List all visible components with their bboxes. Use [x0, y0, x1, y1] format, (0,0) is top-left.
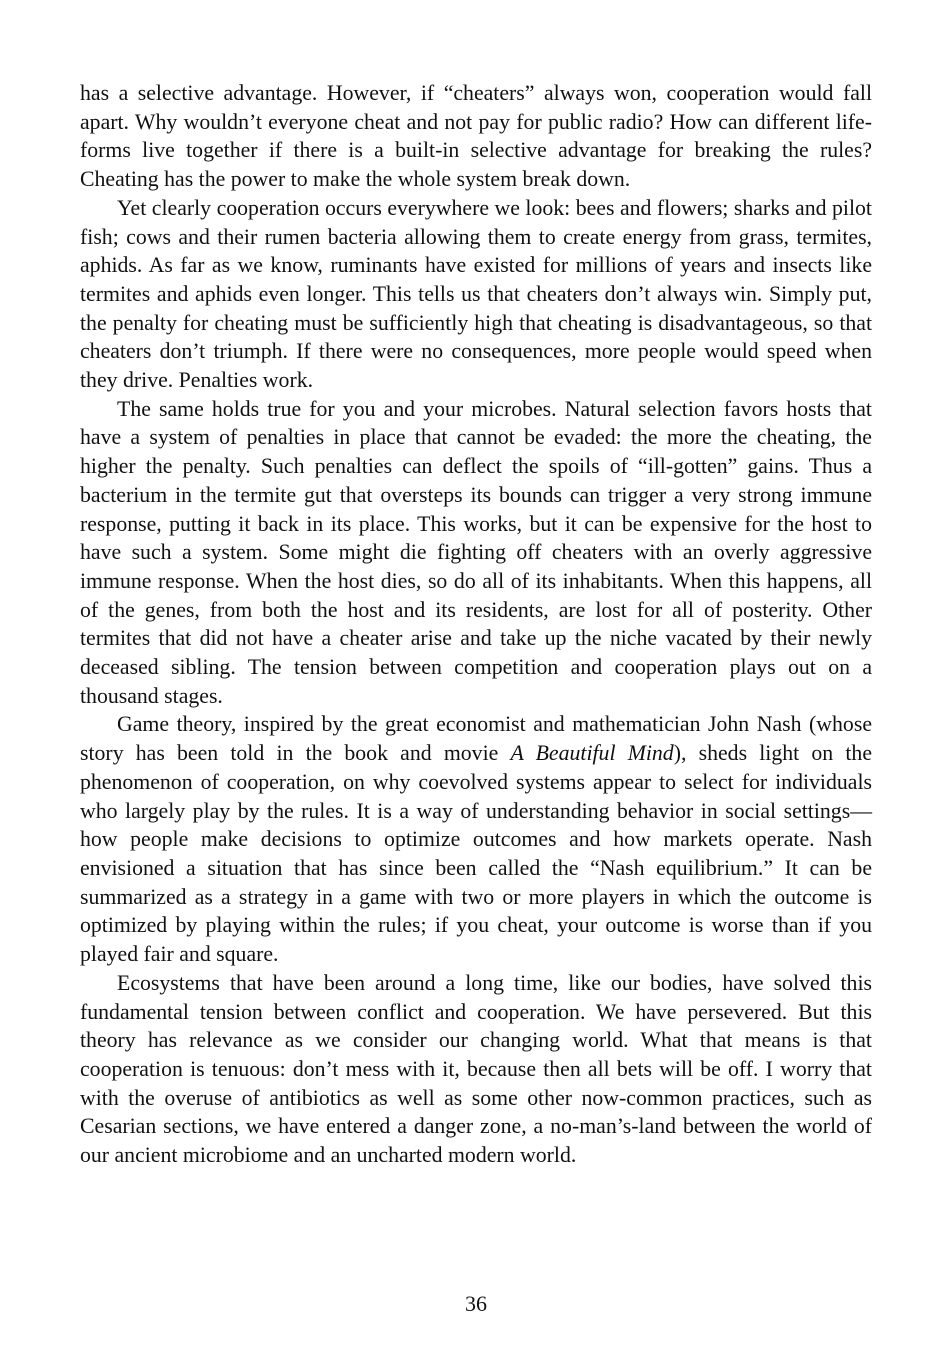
book-title: A Beautiful Mind [510, 741, 674, 766]
paragraph-text: Yet clearly cooperation occurs everywhere we look: bees and flowers; sharks and pilot fish; cows and their rumen bacteria allowing them to create energy from grass, termites, aphids. As far as we know, ruminants have existed for millions of years and insects like termites and aphids even longer. This tells us that cheaters don’t always win. Simply put, the penalty for cheating must be sufficiently high that cheating is disadvantageous, so that cheaters don’t triumph. If there were no consequences, more people would speed when they drive. Penalties work. [80, 195, 872, 393]
paragraph-1 [80, 79, 872, 194]
paragraph-text: ), sheds light on the phenomenon of cooperation, on why coevolved systems appear to select for individuals who largely play by the rules. It is a way of understanding behavior in social settings—how people make decisions to optimize outcomes and how markets operate. Nash envisioned a situation that has since been called the “Nash equilibrium.” It can be summarized as a strategy in a game with two or more players in which the outcome is optimized by playing within the rules; if you cheat, your outcome is worse than if you played fair and square. [80, 741, 872, 967]
paragraph-text: The same holds true for you and your microbes. Natural selection favors hosts that have a system of penalties in place that cannot be evaded: the more the cheating, the higher the penalty. Such penalties can deflect the spoils of “ill-gotten” gains. Thus a bacterium in the termite gut that oversteps its bounds can trigger a very strong immune response, putting it back in its place. This works, but it can be expensive for the host to have such a system. Some might die fighting off cheaters with an overly aggressive immune response. When the host dies, so do all of its inhabitants. When this happens, all of the genes, from both the host and its residents, are lost for all of posterity. Other termites that did not have a cheater arise and take up the niche vacated by their newly deceased sibling. The tension between competition and cooperation plays out on a thousand stages. [80, 396, 872, 708]
paragraph-4 [80, 710, 872, 968]
paragraph-text: Ecosystems that have been around a long time, like our bodies, have solved this fundamental tension between conflict and cooperation. We have persevered. But this theory has relevance as we consider our changing world. What that means is that cooperation is tenuous: don’t mess with it, because then all bets will be off. I worry that with the overuse of antibiotics as well as some other now-common practices, such as Cesarian sections, we have entered a danger zone, a no-man’s-land between the world of our ancient microbiome and an uncharted modern world. [80, 970, 872, 1168]
page-number: 36 [465, 1291, 487, 1316]
page-body [80, 79, 872, 1170]
paragraph-3 [80, 395, 872, 711]
paragraph-text: has a selective advantage. However, if “cheaters” always won, cooperation would fall apart. Why wouldn’t everyone cheat and not pay for public radio? How can different life-forms live together if there is a built-in selective advantage for breaking the rules? Cheating has the power to make the whole system break down. [80, 81, 872, 192]
paragraph-2 [80, 194, 872, 395]
paragraph-text: Game theory, inspired by the great economist and mathematician John Nash (whose story has been told in the book and movie [80, 712, 872, 766]
paragraph-5 [80, 969, 872, 1170]
